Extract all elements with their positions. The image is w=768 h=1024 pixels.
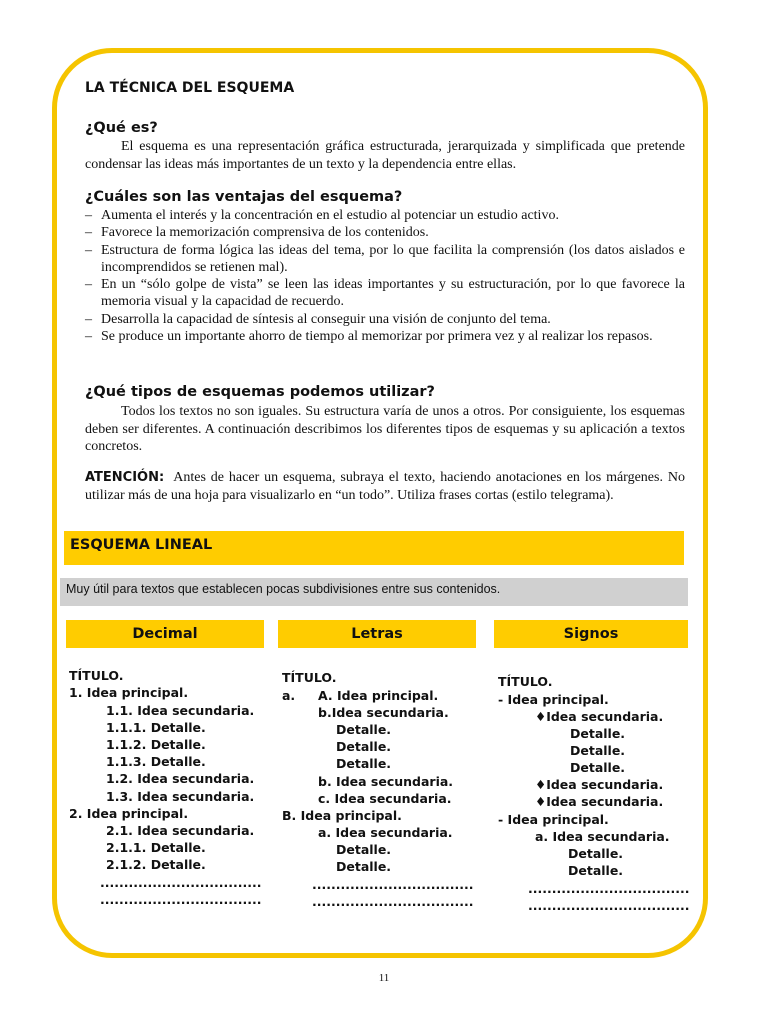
outline-line: 1.1.2. Detalle. (106, 737, 206, 752)
outline-line: Detalle. (336, 722, 392, 737)
page-number: 11 (378, 972, 390, 984)
outline-line: - Idea principal. (498, 812, 609, 827)
outline-line: .................................. (528, 881, 690, 896)
outline-line: Detalle. (336, 842, 392, 857)
outline-line: ♦Idea secundaria. (535, 794, 664, 809)
outline-line: ♦Idea secundaria. (535, 777, 664, 792)
column-header-decimal: Decimal (66, 620, 264, 648)
outline-line: Detalle. (568, 863, 624, 878)
outline-line: .................................. (100, 892, 262, 907)
tipos-heading: ¿Qué tipos de esquemas podemos utilizar? (85, 384, 435, 400)
outline-line: 1.1.3. Detalle. (106, 754, 206, 769)
atencion-label: ATENCIÓN: (85, 470, 165, 485)
ventaja-item: – Estructura de forma lógica las ideas del tema, por lo que facilita la comprensión (los datos aislados e incomprendidos se retienen mal). (85, 242, 685, 277)
outline-line: b. Idea secundaria. (318, 774, 454, 789)
outline-line: Detalle. (336, 859, 392, 874)
atencion-text: Antes de hacer un esquema, subraya el texto, haciendo anotaciones en los márgenes. No utilizar más de una hoja para visualizarlo en “un todo”. Utiliza frases cortas (estilo telegrama). (85, 470, 685, 503)
outline-line: Detalle. (570, 726, 626, 741)
outline-line: 1.1.1. Detalle. (106, 720, 206, 735)
ventaja-item: – Aumenta el interés y la concentración en el estudio al potenciar un estudio activo. (85, 207, 685, 224)
atencion-note (85, 469, 685, 504)
outline-line: TÍTULO. (282, 670, 337, 685)
outline-line: b.Idea secundaria. (318, 705, 449, 720)
outline-line: .................................. (312, 894, 474, 909)
ventaja-item: – Desarrolla la capacidad de síntesis al conseguir una visión de conjunto del tema. (85, 311, 685, 328)
que-es-heading: ¿Qué es? (85, 120, 158, 136)
outline-line: 2.1.2. Detalle. (106, 857, 206, 872)
outline-line: a. Idea secundaria. (318, 825, 453, 840)
esquema-lineal-description: Muy útil para textos que establecen pocas subdivisiones entre sus contenidos. (60, 578, 688, 606)
outline-line: Detalle. (336, 739, 392, 754)
outline-line: A. Idea principal. (318, 688, 439, 703)
ventaja-item: – Se produce un importante ahorro de tiempo al memorizar por primera vez y al realizar los repasos. (85, 328, 685, 345)
outline-line: TÍTULO. (69, 668, 124, 683)
outline-line: 2.1. Idea secundaria. (106, 823, 255, 838)
outline-line: c. Idea secundaria. (318, 791, 452, 806)
ventajas-list (85, 207, 685, 345)
outline-line: 2. Idea principal. (69, 806, 189, 821)
outline-line: B. Idea principal. (282, 808, 402, 823)
outline-line: ♦Idea secundaria. (535, 709, 664, 724)
ventaja-item: – Favorece la memorización comprensiva de los contenidos. (85, 224, 685, 241)
outline-line: a. Idea secundaria. (535, 829, 670, 844)
outline-line: 1.2. Idea secundaria. (106, 771, 255, 786)
outline-line: TÍTULO. (498, 674, 553, 689)
outline-line: .................................. (100, 875, 262, 890)
esquema-lineal-title: ESQUEMA LINEAL (64, 531, 684, 565)
page-title: LA TÉCNICA DEL ESQUEMA (85, 80, 295, 96)
ventaja-item: – En un “sólo golpe de vista” se leen las ideas importantes y su estructuración, por lo que favorece la memoria visual y la capacidad de recuerdo. (85, 276, 685, 311)
outline-line: .................................. (312, 877, 474, 892)
outline-line: .................................. (528, 898, 690, 913)
outline-line: a. (282, 688, 296, 703)
ventajas-heading: ¿Cuáles son las ventajas del esquema? (85, 189, 403, 205)
outline-line: Detalle. (336, 756, 392, 771)
outline-line: 2.1.1. Detalle. (106, 840, 206, 855)
outline-line: Detalle. (570, 760, 626, 775)
outline-line: Detalle. (568, 846, 624, 861)
que-es-paragraph: El esquema es una representación gráfica estructurada, jerarquizada y simplificada que pretende condensar las ideas más importantes de un texto y la dependencia entre ellas. (85, 139, 685, 172)
outline-line: 1.3. Idea secundaria. (106, 789, 255, 804)
column-header-signos: Signos (494, 620, 688, 648)
column-header-letras: Letras (278, 620, 476, 648)
outline-line: 1. Idea principal. (69, 685, 189, 700)
outline-line: Detalle. (570, 743, 626, 758)
outline-line: 1.1. Idea secundaria. (106, 703, 255, 718)
tipos-paragraph: Todos los textos no son iguales. Su estructura varía de unos a otros. Por consiguiente, los esquemas deben ser diferentes. A continuación describimos los diferentes tipos de esquemas y su aplicación a textos concretos. (85, 404, 685, 454)
outline-line: - Idea principal. (498, 692, 609, 707)
